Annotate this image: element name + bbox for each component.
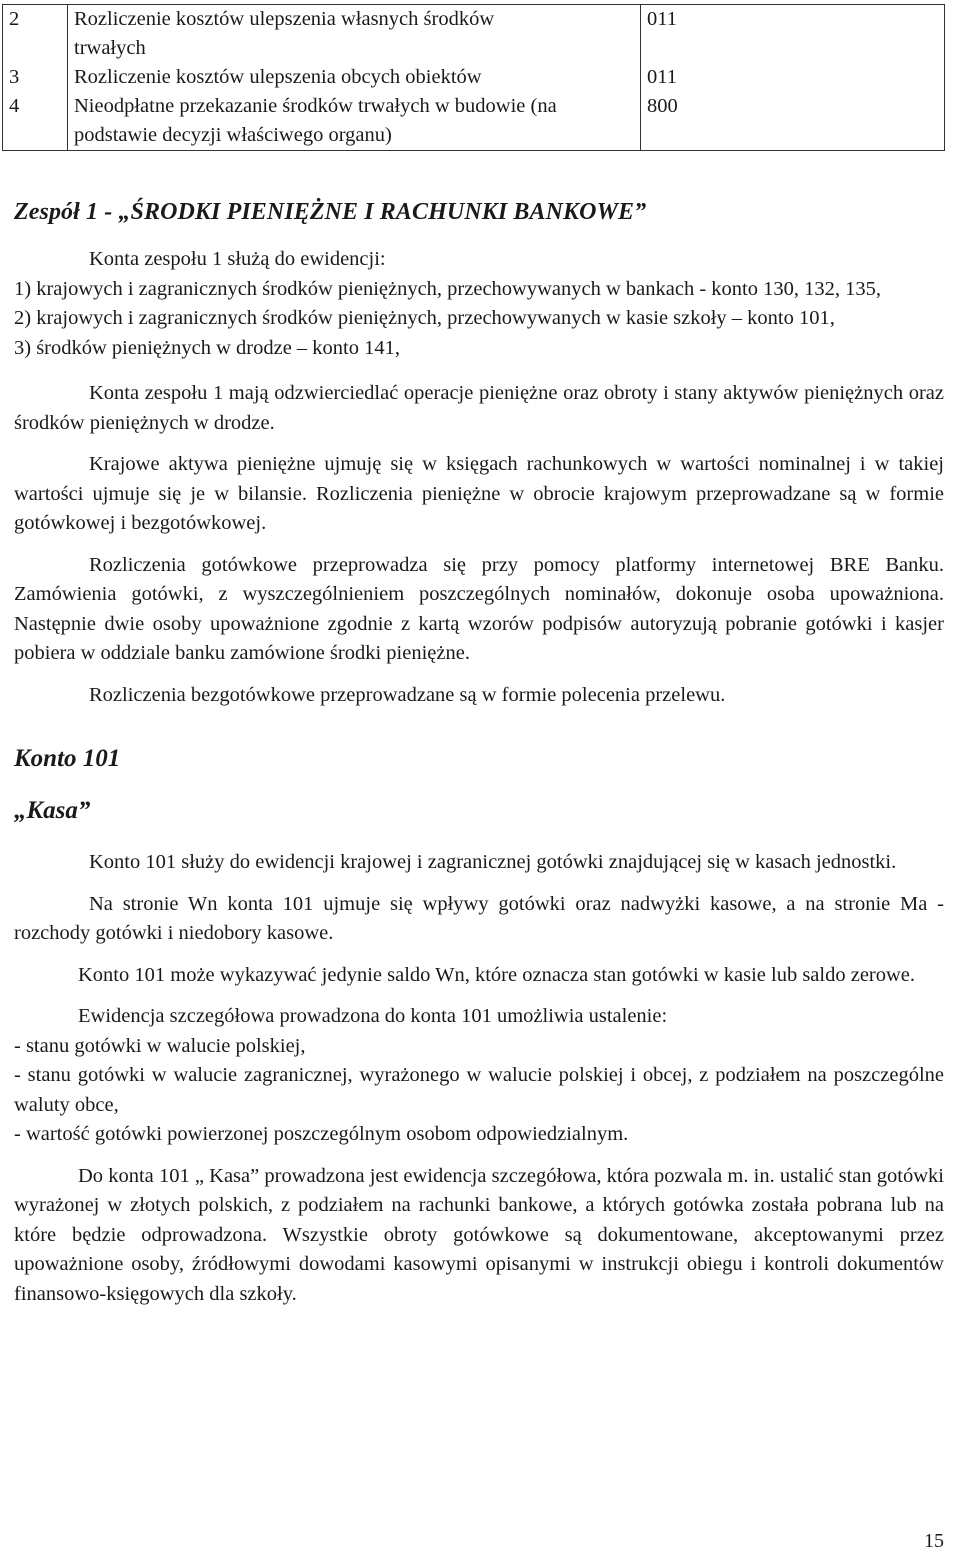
page-number: 15 bbox=[924, 1529, 944, 1552]
closing-paragraph: Do konta 101 „ Kasa” prowadzona jest ewidencja szczegółowa, która pozwala m. in. ustalić stan gotówki wyrażonej w złotych polskich, z podziałem na rachunki bankowe, a których gotówka została pobrana lub na które będzie odprowadzona. Wszystkie obroty gotówkowe są dokumentowane, akceptowanymi przez upoważnione osoby, źródłowymi dowodami kasowymi opisanymi w instrukcji obiegu i kontroli dokumentów finansowo-księgowych dla szkoły. bbox=[14, 1164, 944, 1305]
detail-item: - wartość gotówki powierzonej poszczególnym osobom odpowiedzialnym. bbox=[14, 1123, 629, 1145]
detail-item: - stanu gotówki w walucie polskiej, bbox=[14, 1034, 306, 1057]
row-number-cell bbox=[3, 5, 68, 151]
row-description: trwałych bbox=[74, 37, 146, 59]
row-number: 4 bbox=[9, 95, 20, 117]
list-item: 1) krajowych i zagranicznych środków pieniężnych, przechowywanych w bankach - konto 130, 132, 135, bbox=[14, 277, 881, 300]
accounts-table bbox=[2, 4, 945, 151]
row-account: 011 bbox=[647, 66, 677, 88]
detail-intro: Ewidencja szczegółowa prowadzona do konta 101 umożliwia ustalenie: bbox=[78, 1005, 668, 1027]
section-intro: Konta zespołu 1 służą do ewidencji: bbox=[89, 248, 386, 270]
row-account: 011 bbox=[647, 8, 677, 30]
paragraph: Na stronie Wn konta 101 ujmuje się wpływy gotówki oraz nadwyżki kasowe, a na stronie Ma - rozchody gotówki i niedobory kasowe. bbox=[14, 892, 944, 944]
row-description: Rozliczenie kosztów ulepszenia własnych środków bbox=[74, 8, 495, 30]
list-item: 2) krajowych i zagranicznych środków pieniężnych, przechowywanych w kasie szkoły – konto 101, bbox=[14, 307, 835, 329]
detail-item: - stanu gotówki w walucie zagranicznej, wyrażonego w walucie polskiej i obcej, z podziałem na poszczególne waluty obce, bbox=[14, 1064, 944, 1116]
list-item: 3) środków pieniężnych w drodze – konto 141, bbox=[14, 336, 400, 359]
document-page bbox=[9, 4, 944, 1309]
paragraph: Konto 101 może wykazywać jedynie saldo Wn, które oznacza stan gotówki w kasie lub saldo zerowe. bbox=[78, 963, 916, 986]
row-description: Nieodpłatne przekazanie środków trwałych w budowie (na bbox=[74, 95, 557, 117]
table-row bbox=[3, 5, 945, 151]
paragraph: Konto 101 służy do ewidencji krajowej i zagranicznej gotówki znajdującej się w kasach jednostki. bbox=[89, 851, 897, 873]
row-description: Rozliczenie kosztów ulepszenia obcych obiektów bbox=[74, 66, 482, 88]
section-title: Zespół 1 - „ŚRODKI PIENIĘŻNE I RACHUNKI BANKOWE” bbox=[14, 199, 647, 225]
paragraph: Rozliczenia bezgotówkowe przeprowadzane są w formie polecenia przelewu. bbox=[89, 683, 726, 706]
row-account-cell bbox=[641, 5, 945, 151]
row-number: 2 bbox=[9, 8, 20, 30]
row-description-cell bbox=[68, 5, 641, 151]
konto-subtitle: „Kasa” bbox=[14, 797, 91, 824]
row-description: podstawie decyzji właściwego organu) bbox=[74, 124, 392, 146]
row-number: 3 bbox=[9, 66, 20, 88]
konto-title: Konto 101 bbox=[14, 745, 121, 772]
paragraph: Krajowe aktywa pieniężne ujmuję się w księgach rachunkowych w wartości nominalnej i w takiej wartości ujmuje się je w bilansie. Rozliczenia pieniężne w obrocie krajowym przeprowadzane są w formie gotówkowej i bezgotówkowej. bbox=[14, 453, 944, 534]
paragraph: Rozliczenia gotówkowe przeprowadza się przy pomocy platformy internetowej BRE Banku. Zamówienia gotówki, z wyszczególnieniem poszczególnych nominałów, dokonuje osoba upoważniona. Następnie dwie osoby upoważnione zgodnie z kartą wzorów podpisów autoryzują pobranie gotówki i kasjer pobiera w oddziale banku zamówione środki pieniężne. bbox=[14, 553, 944, 664]
section-list bbox=[14, 275, 944, 364]
paragraph: Konta zespołu 1 mają odzwierciedlać operacje pieniężne oraz obroty i stany aktywów pieniężnych oraz środków pieniężnych w drodze. bbox=[14, 382, 944, 434]
row-account: 800 bbox=[647, 95, 678, 117]
